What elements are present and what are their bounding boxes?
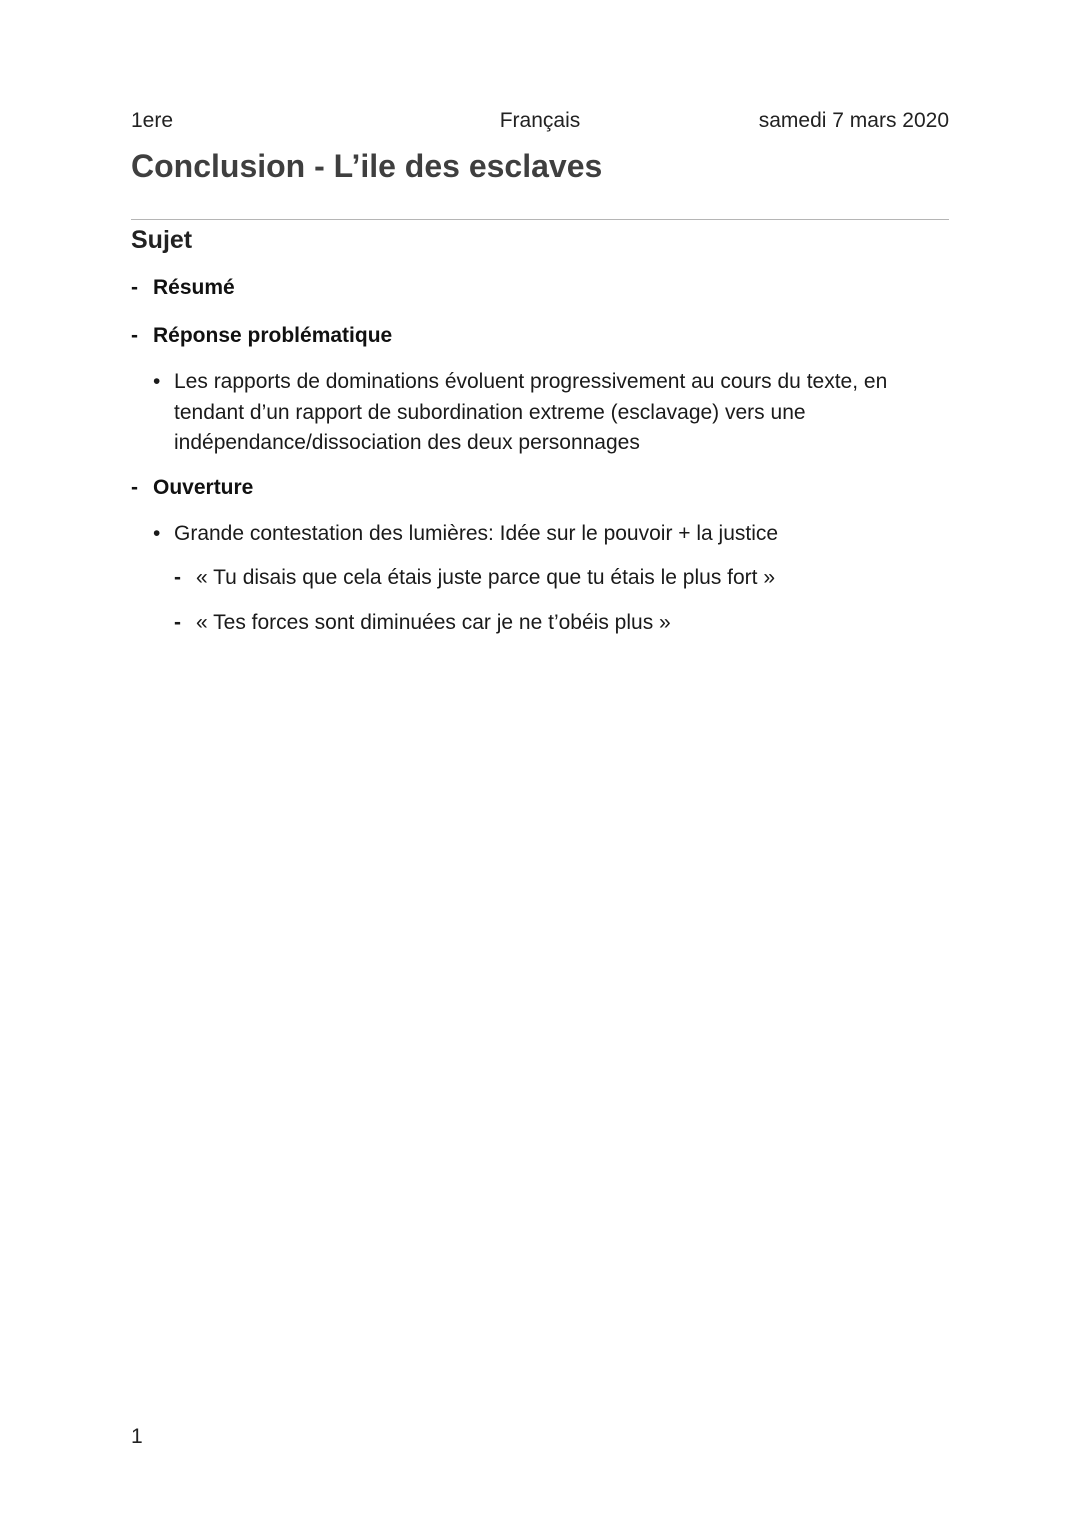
- section-heading: Sujet: [131, 226, 193, 254]
- header-date: samedi 7 mars 2020: [758, 109, 949, 132]
- bullet-icon: •: [153, 370, 161, 393]
- list-item-reponse: [131, 324, 392, 348]
- page-number: 1: [131, 1425, 143, 1448]
- dash-icon: -: [131, 276, 138, 299]
- list-item-label: Ouverture: [153, 476, 254, 499]
- list-item-resume: [131, 276, 235, 300]
- bullet-text: Grande contestation des lumières: Idée sur le pouvoir + la justice: [174, 522, 779, 545]
- page-title: Conclusion - L’ile des esclaves: [131, 148, 603, 184]
- quote-text: « Tu disais que cela étais juste parce que tu étais le plus fort »: [196, 566, 776, 589]
- header-subject: Français: [499, 109, 581, 132]
- dash-icon: -: [174, 566, 181, 589]
- bullet-icon: •: [153, 522, 161, 545]
- dash-icon: -: [131, 476, 138, 499]
- title-divider: [131, 219, 949, 220]
- header-level: 1ere: [131, 109, 174, 132]
- bullet-reponse: [153, 367, 933, 459]
- quote-item-2: [174, 611, 671, 635]
- quote-item-1: [174, 566, 775, 590]
- list-item-ouverture: [131, 476, 253, 500]
- dash-icon: -: [131, 324, 138, 347]
- bullet-text: Les rapports de dominations évoluent progressivement au cours du texte, en tendant d’un rapport de subordination extreme (esclavage) vers une indépendance/dissociation des deux personnages: [174, 370, 888, 454]
- list-item-label: Réponse problématique: [153, 324, 393, 347]
- bullet-ouverture: [153, 519, 933, 550]
- page-header: [131, 109, 949, 135]
- quote-text: « Tes forces sont diminuées car je ne t’obéis plus »: [196, 611, 671, 634]
- list-item-label: Résumé: [153, 276, 235, 299]
- dash-icon: -: [174, 611, 181, 634]
